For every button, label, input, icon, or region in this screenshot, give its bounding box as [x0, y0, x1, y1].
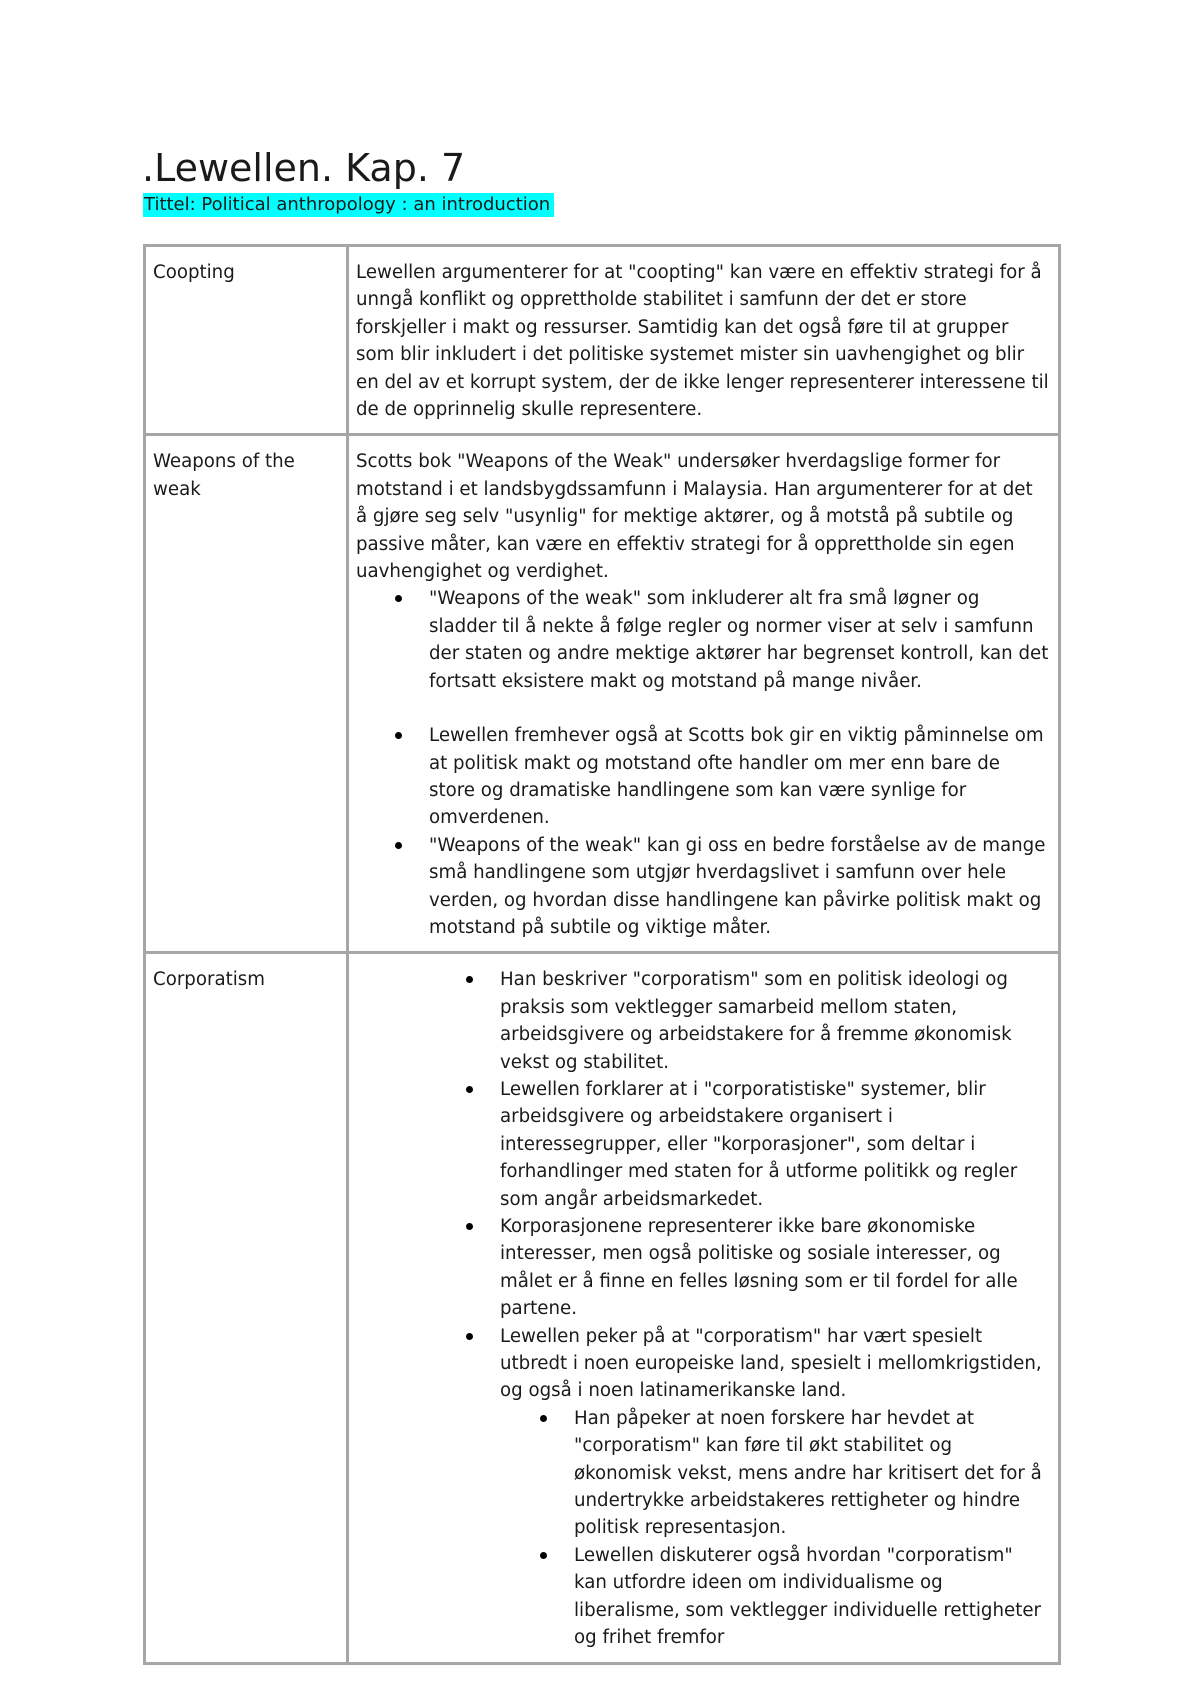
term-cell: Coopting [145, 246, 348, 435]
description-cell [348, 246, 1060, 435]
list-item: Lewellen diskuterer også hvordan "corporatism" kan utfordre ideen om individualisme og liberalisme, som vektlegger individuelle rettigheter og frihet fremfor [574, 1542, 1049, 1652]
list-item: Lewellen peker på at "corporatism" har vært spesielt utbredt i noen europeiske land, spesielt i mellomkrigstiden, og også i noen latinamerikanske land. [500, 1323, 1049, 1405]
description-cell [348, 953, 1060, 1663]
list-item: "Weapons of the weak" kan gi oss en bedre forståelse av de mange små handlingene som utgjør hverdagslivet i samfunn over hele verden, og hvordan disse handlingene kan påvirke politisk makt og motstand på subtile og viktige måter. [429, 832, 1049, 942]
table-row-weapons-of-the-weak [145, 435, 1060, 953]
notes-table [143, 244, 1061, 1665]
document-title: .Lewellen. Kap. 7 [142, 146, 466, 190]
bullet-list [500, 966, 1049, 1651]
description-cell [348, 435, 1060, 953]
list-item: Lewellen fremhever også at Scotts bok gir en viktig påminnelse om at politisk makt og motstand ofte handler om mer enn bare de store og dramatiske handlingene som kan være synlige for omverdenen. [429, 722, 1049, 832]
bullet-list [429, 585, 1049, 941]
list-item: "Weapons of the weak" som inkluderer alt fra små løgner og sladder til å nekte å følge regler og normer viser at selv i samfunn der staten og andre mektige aktører har begrenset kontroll, kan det fortsatt eksistere makt og motstand på mange nivåer. [429, 585, 1049, 695]
list-item: Han påpeker at noen forskere har hevdet at "corporatism" kan føre til økt stabilitet og økonomisk vekst, mens andre har kritisert det for å undertrykke arbeidstakeres rettigheter og hindre politisk representasjon. [574, 1405, 1049, 1542]
nested-list-container [500, 1405, 1049, 1652]
sub-bullet-list [574, 1405, 1049, 1652]
description-paragraph: Scotts bok "Weapons of the Weak" undersøker hverdagslige former for motstand i et landsbygdssamfunn i Malaysia. Han argumenterer for at det å gjøre seg selv "usynlig" for mektige aktører, og å motstå på subtile og passive måter, kan være en effektiv strategi for å opprettholde sin egen uavhengighet og verdighet. [356, 451, 1033, 583]
list-item: Korporasjonene representerer ikke bare økonomiske interesser, men også politiske og sosiale interesser, og målet er å finne en felles løsning som er til fordel for alle partene. [500, 1213, 1049, 1323]
list-item: Lewellen forklarer at i "corporatistiske" systemer, blir arbeidsgivere og arbeidstakere organisert i interessegrupper, eller "korporasjoner", som deltar i forhandlinger med staten for å utforme politikk og regler som angår arbeidsmarkedet. [500, 1076, 1049, 1213]
list-item: Han beskriver "corporatism" som en politisk ideologi og praksis som vektlegger samarbeid mellom staten, arbeidsgivere og arbeidstakere for å fremme økonomisk vekst og stabilitet. [500, 966, 1049, 1076]
document-subtitle-highlighted: Tittel: Political anthropology : an introduction [143, 193, 554, 217]
term-cell: Corporatism [145, 953, 348, 1663]
table-row-corporatism [145, 953, 1060, 1663]
table-row-coopting [145, 246, 1060, 435]
description-paragraph: Lewellen argumenterer for at "coopting" kan være en effektiv strategi for å unngå konflikt og opprettholde stabilitet i samfunn der det er store forskjeller i makt og ressurser. Samtidig kan det også føre til at grupper som blir inkludert i det politiske systemet mister sin uavhengighet og blir en del av et korrupt system, der de ikke lenger representerer interessene til de de opprinnelig skulle representere. [356, 262, 1049, 421]
term-cell: Weapons of the weak [145, 435, 348, 953]
